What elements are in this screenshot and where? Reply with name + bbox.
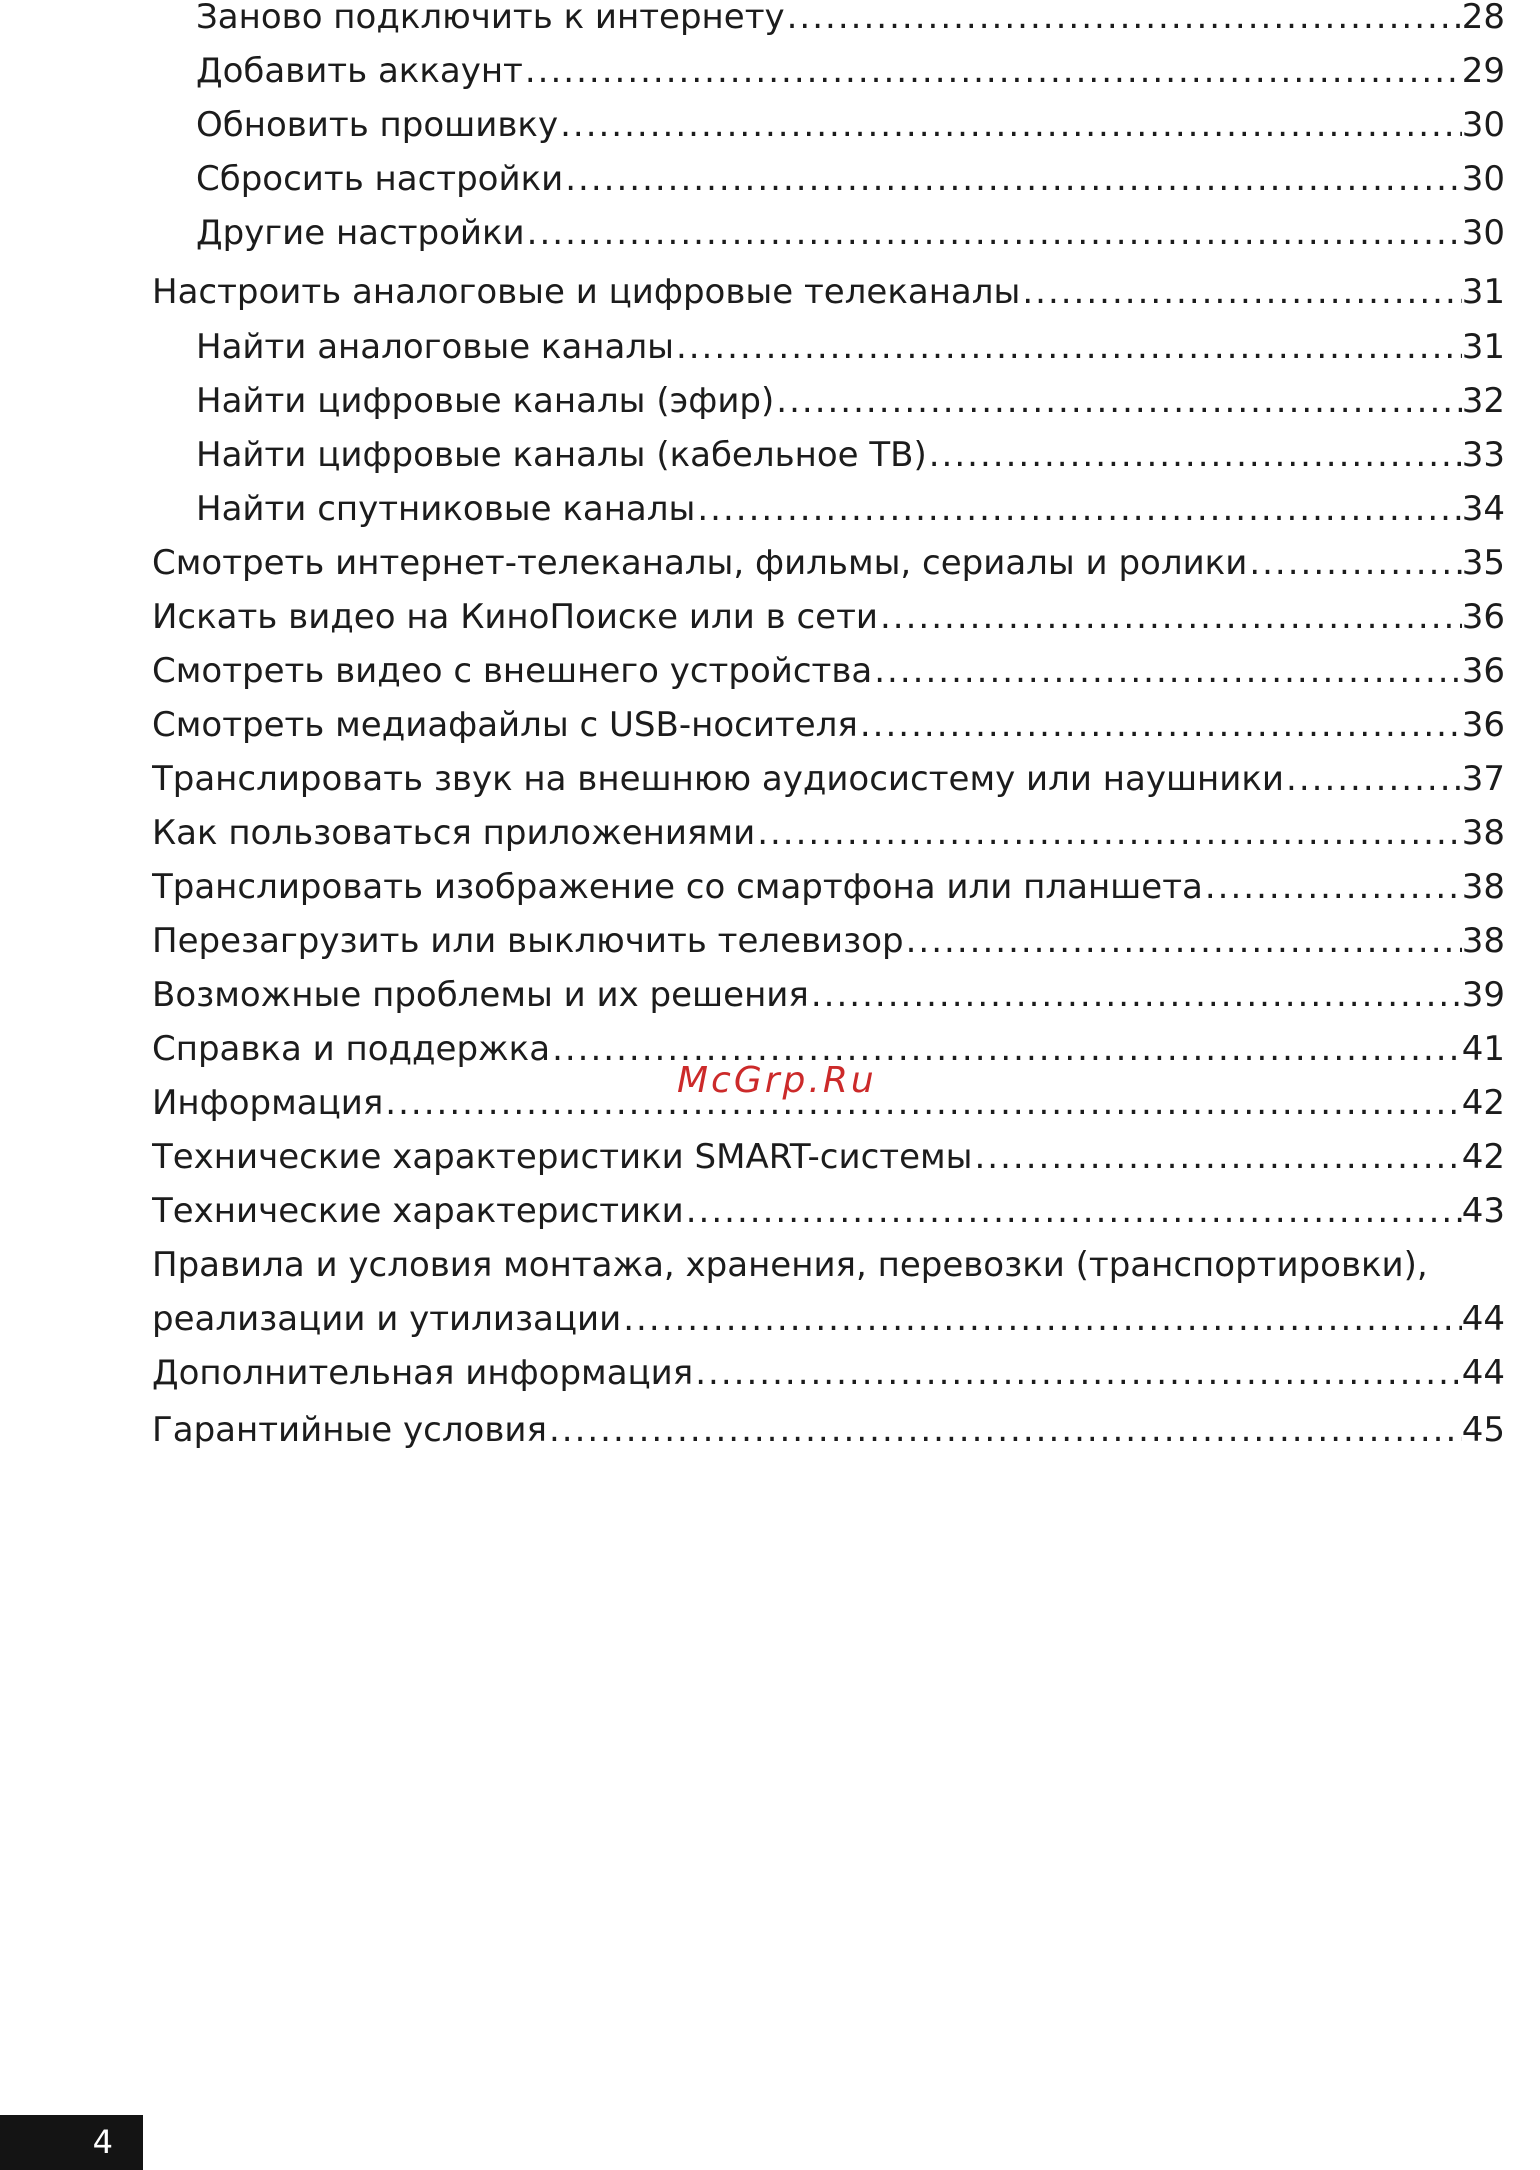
toc-entry-title: Как пользоваться приложениями — [152, 813, 756, 853]
toc-entry-page: 44 — [1461, 1353, 1505, 1393]
toc-entry[interactable] — [0, 806, 1540, 860]
toc-entry[interactable] — [0, 265, 1540, 319]
toc-entry[interactable] — [0, 44, 1540, 98]
toc-entry-page: 45 — [1461, 1410, 1505, 1450]
dot-leader — [755, 806, 1462, 860]
toc-entry-page: 44 — [1461, 1299, 1505, 1339]
toc-entry-title: Смотреть медиафайлы с USB-носителя — [152, 705, 858, 745]
toc-entry-page: 36 — [1461, 597, 1505, 637]
toc-entry-title: Найти цифровые каналы (кабельное ТВ) — [196, 435, 927, 475]
toc-entry[interactable] — [0, 698, 1540, 752]
toc-entry[interactable] — [0, 0, 1540, 44]
toc-entry[interactable] — [0, 428, 1540, 482]
dot-leader — [809, 968, 1462, 1022]
toc-entry-page: 36 — [1461, 705, 1505, 745]
toc-entry-title: Информация — [152, 1083, 384, 1123]
toc-entry[interactable] — [0, 206, 1540, 260]
dot-leader — [1247, 536, 1461, 590]
watermark: McGrp.Ru — [677, 1060, 877, 1101]
toc-entry-title: Сбросить настройки — [196, 159, 564, 199]
toc-entry-page: 39 — [1461, 975, 1505, 1015]
toc-entry-page: 38 — [1461, 921, 1505, 961]
dot-leader — [878, 590, 1462, 644]
page-number: 4 — [92, 2123, 113, 2161]
toc-entry[interactable] — [0, 536, 1540, 590]
toc-entry-title: Перезагрузить или выключить телевизор — [152, 921, 904, 961]
toc-entry[interactable] — [0, 1292, 1540, 1346]
toc-entry-title: Найти цифровые каналы (эфир) — [196, 381, 775, 421]
toc-entry[interactable] — [0, 98, 1540, 152]
toc-entry-title: Обновить прошивку — [196, 105, 559, 145]
dot-leader — [674, 320, 1462, 374]
toc-entry-page: 38 — [1461, 867, 1505, 907]
toc-entry-page: 38 — [1461, 813, 1505, 853]
dot-leader — [684, 1184, 1462, 1238]
toc-entry-title: Возможные проблемы и их решения — [152, 975, 809, 1015]
toc-entry-page: 37 — [1461, 759, 1505, 799]
toc-entry[interactable] — [0, 968, 1540, 1022]
toc-entry-title: Смотреть интернет-телеканалы, фильмы, сериалы и ролики — [152, 543, 1248, 583]
toc-entry[interactable] — [0, 320, 1540, 374]
toc-entry-page: 43 — [1461, 1191, 1505, 1231]
toc-entry-page: 30 — [1461, 159, 1505, 199]
toc-entry-title: реализации и утилизации — [152, 1299, 622, 1339]
toc-entry[interactable] — [0, 644, 1540, 698]
toc-entry-title: Настроить аналоговые и цифровые телеканалы — [152, 272, 1021, 312]
toc-entry-page: 29 — [1461, 51, 1505, 91]
toc-entry-page: 34 — [1461, 489, 1505, 529]
dot-leader — [693, 1346, 1462, 1400]
dot-leader — [523, 44, 1462, 98]
toc-entry-title: Другие настройки — [196, 213, 525, 253]
toc-entry-page: 36 — [1461, 651, 1505, 691]
toc-entry[interactable] — [0, 374, 1540, 428]
toc-entry-title: Дополнительная информация — [152, 1353, 694, 1393]
toc-entry-title: Справка и поддержка — [152, 1029, 551, 1069]
dot-leader — [563, 152, 1462, 206]
toc-entry-title: Технические характеристики SMART-системы — [152, 1137, 973, 1177]
dot-leader — [774, 374, 1461, 428]
toc-entry-title: Технические характеристики — [152, 1191, 684, 1231]
toc-entry-page: 30 — [1461, 213, 1505, 253]
dot-leader — [383, 1076, 1461, 1130]
dot-leader — [558, 98, 1462, 152]
dot-leader — [972, 1130, 1461, 1184]
dot-leader — [1020, 265, 1461, 319]
toc-entry-title: Найти аналоговые каналы — [196, 327, 674, 367]
toc-entry[interactable] — [0, 1403, 1540, 1457]
toc-entry-page: 41 — [1461, 1029, 1505, 1069]
toc-entry-title: Транслировать звук на внешнюю аудиосистему или наушники — [152, 759, 1285, 799]
toc-entry-page: 35 — [1461, 543, 1505, 583]
toc-entry-page: 28 — [1461, 0, 1505, 37]
toc-entry-page: 42 — [1461, 1083, 1505, 1123]
toc-entry-title: Гарантийные условия — [152, 1410, 547, 1450]
toc-entry-page: 32 — [1461, 381, 1505, 421]
toc-entry[interactable] — [0, 860, 1540, 914]
toc-entry[interactable] — [0, 752, 1540, 806]
toc-entry-title: Смотреть видео с внешнего устройства — [152, 651, 873, 691]
dot-leader — [547, 1403, 1462, 1457]
toc-entry[interactable] — [0, 1130, 1540, 1184]
toc-entry-page: 31 — [1461, 272, 1505, 312]
toc-entry-title: Заново подключить к интернету — [196, 0, 785, 37]
dot-leader — [904, 914, 1462, 968]
toc-entry-page: 33 — [1461, 435, 1505, 475]
toc-entry-title: Добавить аккаунт — [196, 51, 523, 91]
dot-leader — [525, 206, 1462, 260]
dot-leader — [785, 0, 1462, 44]
dot-leader — [858, 698, 1462, 752]
toc-entry-page: 30 — [1461, 105, 1505, 145]
dot-leader — [695, 482, 1461, 536]
toc-entry[interactable] — [0, 590, 1540, 644]
toc-entry[interactable] — [0, 482, 1540, 536]
dot-leader — [872, 644, 1462, 698]
toc-entry-page: 42 — [1461, 1137, 1505, 1177]
dot-leader — [927, 428, 1462, 482]
toc-entry-page: 31 — [1461, 327, 1505, 367]
dot-leader — [621, 1292, 1462, 1346]
page-number-box — [0, 2115, 143, 2170]
toc-entry[interactable] — [0, 1346, 1540, 1400]
toc-entry-title: Искать видео на КиноПоиске или в сети — [152, 597, 878, 637]
toc-entry-title-line1: Правила и условия монтажа, хранения, перевозки (транспортировки), — [152, 1245, 1428, 1285]
dot-leader — [1203, 860, 1462, 914]
dot-leader — [1284, 752, 1462, 806]
toc-entry[interactable] — [0, 914, 1540, 968]
toc-entry[interactable] — [0, 1184, 1540, 1238]
toc-entry-title: Транслировать изображение со смартфона или планшета — [152, 867, 1203, 907]
toc-entry[interactable] — [0, 152, 1540, 206]
toc-entry-title: Найти спутниковые каналы — [196, 489, 696, 529]
